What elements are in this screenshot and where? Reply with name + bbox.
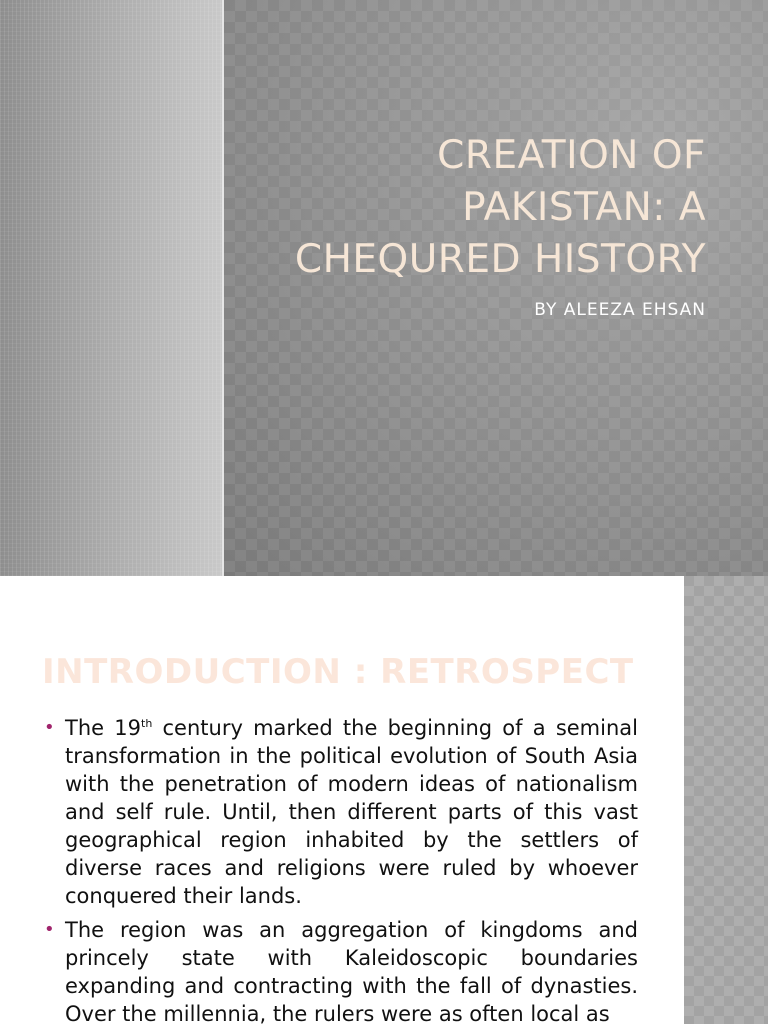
superscript: th bbox=[141, 717, 153, 730]
slide-introduction bbox=[0, 576, 768, 1024]
slide-title-text: CREATION OF PAKISTAN: A CHEQURED HISTORY bbox=[294, 133, 706, 282]
bullet-text-part: The 19 bbox=[65, 716, 141, 740]
slide2-sidebar-pattern bbox=[684, 576, 768, 1024]
slide1-left-panel bbox=[0, 0, 222, 576]
bullet-text-part: century marked the beginning of a seminal transformation in the political evolution of South Asia with the penetration of modern ideas of nationalism and self rule. Until, then different parts of this vast geographical region inhabited by the settlers of diverse races and religions were ruled by whoever conquered their lands. bbox=[65, 716, 638, 908]
bullet-item bbox=[44, 916, 638, 1024]
slide-subtitle-author: BY ALEEZA EHSAN bbox=[534, 300, 706, 320]
slide1-right-panel bbox=[224, 0, 768, 576]
bullet-list bbox=[44, 714, 638, 1024]
bullet-item bbox=[44, 714, 638, 910]
bullet-icon: • bbox=[44, 717, 55, 738]
bullet-text: The region was an aggregation of kingdoms and princely state with Kaleidoscopic boundaries expanding and contracting with the fall of dynasties. Over the millennia, the rulers were as often local as bbox=[65, 918, 638, 1024]
bullet-icon: • bbox=[44, 919, 55, 940]
slide-heading: INTRODUCTION : RETROSPECT bbox=[42, 652, 634, 692]
